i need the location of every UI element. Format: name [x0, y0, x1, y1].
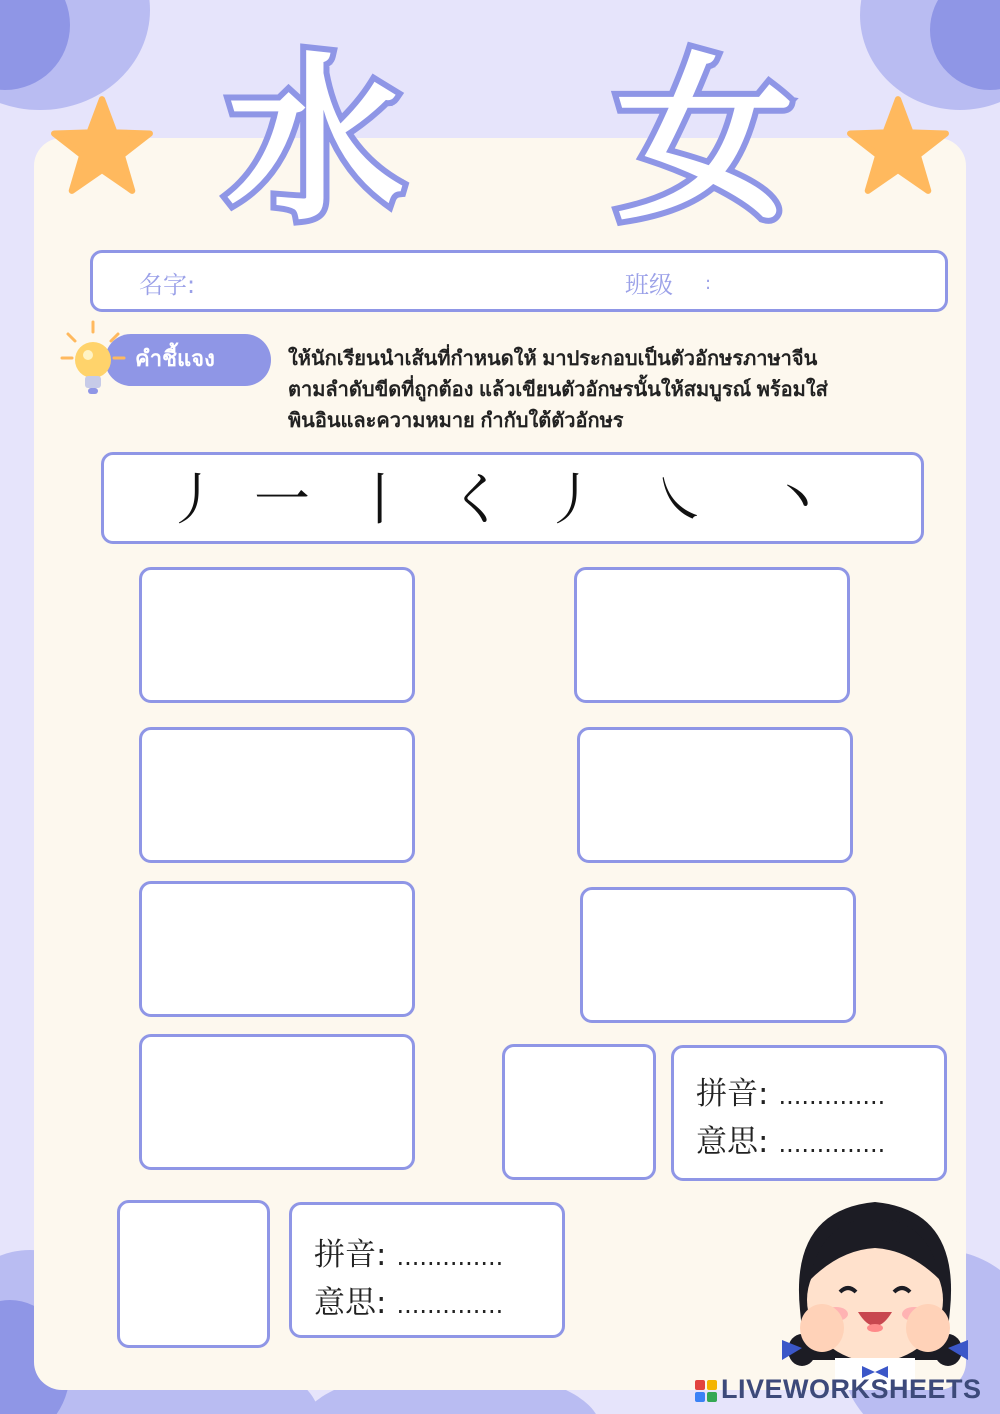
- meaning-label: 意思:: [314, 1285, 387, 1321]
- class-label: 班级: [625, 271, 673, 299]
- class-input[interactable]: [723, 261, 933, 303]
- pinyin-label: 拼音:: [314, 1237, 387, 1273]
- watermark-text: LIVEWORKSHEETS: [721, 1374, 982, 1404]
- stroke-item[interactable]: く: [449, 468, 505, 533]
- stroke-item[interactable]: 丶: [769, 468, 825, 533]
- star-icon: [846, 95, 950, 195]
- stroke-drop-box[interactable]: [580, 887, 856, 1023]
- stroke-item[interactable]: 丨: [352, 468, 408, 533]
- stroke-bank: [101, 452, 924, 544]
- pinyin-meaning-box: [671, 1045, 947, 1181]
- meaning-answer-field[interactable]: ..............: [396, 1291, 504, 1319]
- name-class-bar: [90, 250, 948, 312]
- stroke-drop-box[interactable]: [139, 881, 415, 1017]
- instruction-line: ให้นักเรียนนำเส้นที่กำหนดให้ มาประกอบเป็นตัวอักษรภาษาจีน: [288, 348, 818, 370]
- instruction-text: [288, 344, 948, 437]
- instruction-tag: คำชี้แจง: [105, 334, 271, 386]
- stroke-drop-box[interactable]: [139, 727, 415, 863]
- watermark: [695, 1374, 982, 1405]
- name-label: 名字:: [139, 271, 196, 299]
- title-character-water: 水: [226, 35, 404, 244]
- name-input[interactable]: [223, 261, 603, 303]
- instruction-line: ตามลำดับขีดที่ถูกต้อง แล้วเขียนตัวอักษรนั้นให้สมบูรณ์ พร้อมใส่: [288, 379, 828, 401]
- meaning-label: 意思:: [696, 1124, 769, 1160]
- lightbulb-icon: [60, 320, 126, 400]
- pinyin-answer-field[interactable]: ..............: [396, 1243, 504, 1271]
- stroke-drop-box[interactable]: [574, 567, 850, 703]
- pinyin-label: 拼音:: [696, 1076, 769, 1112]
- pinyin-meaning-box: [289, 1202, 565, 1338]
- liveworksheets-logo-icon: [695, 1380, 717, 1402]
- stroke-item[interactable]: 丿: [166, 468, 222, 533]
- star-icon: [50, 95, 154, 195]
- meaning-answer-field[interactable]: ..............: [778, 1130, 886, 1158]
- stroke-item[interactable]: 一: [254, 468, 310, 533]
- stroke-drop-box[interactable]: [139, 1034, 415, 1170]
- pinyin-answer-field[interactable]: ..............: [778, 1082, 886, 1110]
- title-character-woman: 女: [616, 35, 794, 244]
- stroke-item[interactable]: 丿: [544, 468, 600, 533]
- stroke-drop-box[interactable]: [139, 567, 415, 703]
- instruction-line: พินอินและความหมาย กำกับใต้ตัวอักษร: [288, 410, 624, 432]
- stroke-item[interactable]: ㇏: [652, 468, 708, 533]
- character-answer-box[interactable]: [117, 1200, 270, 1348]
- class-colon: :: [705, 273, 712, 294]
- stroke-drop-box[interactable]: [577, 727, 853, 863]
- girl-illustration: [780, 1190, 970, 1390]
- character-answer-box[interactable]: [502, 1044, 656, 1180]
